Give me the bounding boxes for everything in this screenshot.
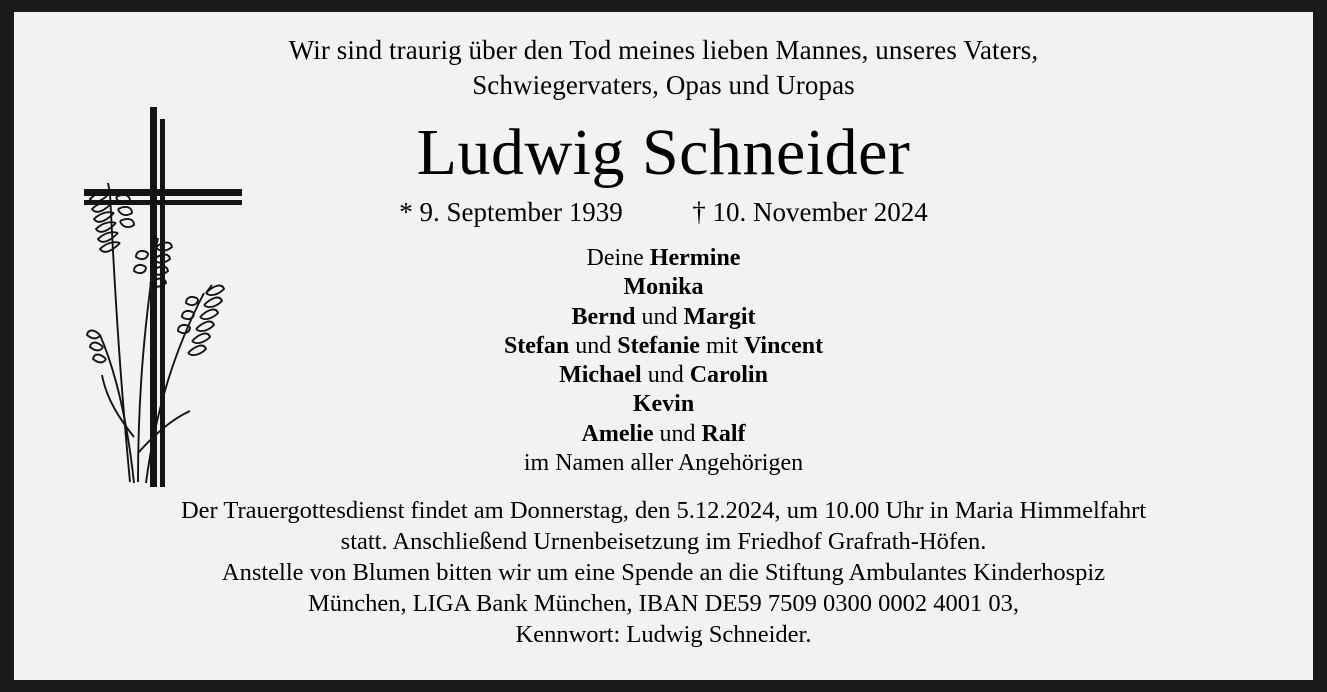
family-connector: und	[569, 332, 618, 359]
intro-line-1: Wir sind traurig über den Tod meines lieben Mannes, unseres Vaters,	[288, 35, 1039, 65]
family-name: Stefan	[503, 332, 570, 359]
family-connector: und	[635, 303, 684, 330]
family-connector: mit	[699, 332, 744, 359]
family-connector: und	[653, 420, 702, 447]
family-name: Hermine	[649, 245, 741, 272]
death-date: † 10. November 2024	[692, 197, 928, 228]
service-line: statt. Anschließend Urnenbeisetzung im Friedhof Grafrath-Höfen.	[340, 528, 987, 556]
family-name: Stefanie	[617, 332, 700, 359]
family-connector: und	[641, 362, 690, 389]
service-details	[36, 496, 1291, 650]
family-name: Ralf	[701, 420, 746, 447]
family-closing-line: im Namen aller Angehörigen	[523, 449, 804, 476]
family-name: Carolin	[689, 362, 768, 389]
service-line: Kennwort: Ludwig Schneider.	[515, 620, 812, 648]
notice-paper	[14, 12, 1313, 680]
family-name: Bernd	[571, 303, 636, 330]
service-line: München, LIGA Bank München, IBAN DE59 7509 0300 0002 4001 03,	[307, 589, 1020, 617]
family-name: Vincent	[743, 332, 824, 359]
cross-with-wheat-ears-icon	[72, 97, 262, 497]
family-name: Monika	[623, 274, 704, 301]
family-name: Amelie	[581, 420, 654, 447]
deceased-name: Ludwig Schneider	[416, 116, 911, 190]
family-prefix: Deine	[586, 245, 650, 272]
intro-line-2: Schwiegervaters, Opas und Uropas	[472, 70, 855, 101]
family-name: Michael	[559, 362, 642, 389]
intro-text	[36, 33, 1291, 103]
family-name: Kevin	[632, 391, 695, 418]
service-line: Der Trauergottesdienst findet am Donnerstag, den 5.12.2024, um 10.00 Uhr in Maria Himmelfahrt	[180, 497, 1147, 525]
birth-date: * 9. September 1939	[399, 197, 623, 228]
service-line: Anstelle von Blumen bitten wir um eine Spende an die Stiftung Ambulantes Kinderhospiz	[221, 558, 1106, 586]
family-name: Margit	[683, 303, 756, 330]
